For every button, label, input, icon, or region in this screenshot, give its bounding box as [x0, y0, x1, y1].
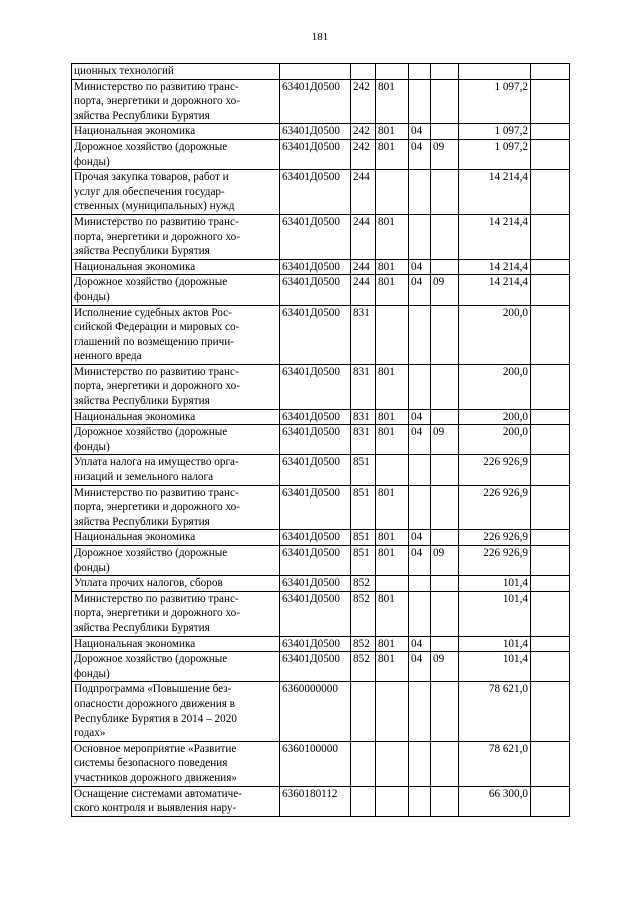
subsection-cell: 09	[431, 652, 459, 682]
target-article-cell: 63401Д0500	[280, 305, 351, 364]
empty-cell	[531, 409, 570, 425]
row-name-cell: Дорожное хозяйство (дорожные фонды)	[72, 425, 280, 455]
amount-cell: 101,4	[459, 652, 531, 682]
row-name-cell: Дорожное хозяйство (дорожные фонды)	[72, 546, 280, 576]
empty-cell	[531, 170, 570, 215]
empty-cell	[531, 682, 570, 741]
amount-cell: 200,0	[459, 305, 531, 364]
section-cell: 04	[409, 636, 431, 652]
table-row	[72, 682, 570, 741]
expense-type-cell	[351, 64, 376, 80]
ministry-code-cell: 801	[376, 364, 409, 409]
row-name-cell: Уплата прочих налогов, сборов	[72, 576, 280, 592]
empty-cell	[531, 305, 570, 364]
expense-type-cell: 242	[351, 139, 376, 169]
ministry-code-cell: 801	[376, 636, 409, 652]
target-article-cell: 63401Д0500	[280, 79, 351, 124]
table-row	[72, 652, 570, 682]
empty-cell	[531, 425, 570, 455]
subsection-cell	[431, 591, 459, 636]
empty-cell	[531, 741, 570, 786]
table-row	[72, 364, 570, 409]
expense-type-cell: 851	[351, 485, 376, 530]
target-article-cell: 63401Д0500	[280, 485, 351, 530]
expense-type-cell: 244	[351, 170, 376, 215]
ministry-code-cell	[376, 741, 409, 786]
target-article-cell: 63401Д0500	[280, 139, 351, 169]
row-name-cell: Министерство по развитию транс- порта, энергетики и дорожного хо- зяйства Республики Бурятия	[72, 485, 280, 530]
expense-type-cell: 852	[351, 591, 376, 636]
row-name-cell: Дорожное хозяйство (дорожные фонды)	[72, 275, 280, 305]
section-cell	[409, 485, 431, 530]
ministry-code-cell: 801	[376, 485, 409, 530]
empty-cell	[531, 652, 570, 682]
empty-cell	[531, 124, 570, 140]
section-cell	[409, 305, 431, 364]
expense-type-cell: 851	[351, 546, 376, 576]
row-name-cell: Министерство по развитию транс- порта, энергетики и дорожного хо- зяйства Республики Бурятия	[72, 79, 280, 124]
table-row	[72, 576, 570, 592]
row-name-cell: Дорожное хозяйство (дорожные фонды)	[72, 139, 280, 169]
amount-cell	[459, 64, 531, 80]
table-row	[72, 741, 570, 786]
ministry-code-cell	[376, 305, 409, 364]
ministry-code-cell: 801	[376, 79, 409, 124]
subsection-cell	[431, 79, 459, 124]
target-article-cell: 63401Д0500	[280, 259, 351, 275]
amount-cell: 226 926,9	[459, 455, 531, 485]
subsection-cell	[431, 530, 459, 546]
ministry-code-cell	[376, 682, 409, 741]
table-row	[72, 409, 570, 425]
ministry-code-cell: 801	[376, 259, 409, 275]
target-article-cell: 6360180112	[280, 786, 351, 816]
ministry-code-cell	[376, 64, 409, 80]
table-row	[72, 275, 570, 305]
empty-cell	[531, 139, 570, 169]
subsection-cell	[431, 741, 459, 786]
section-cell	[409, 455, 431, 485]
subsection-cell: 09	[431, 425, 459, 455]
amount-cell: 1 097,2	[459, 79, 531, 124]
table-body	[72, 64, 570, 817]
table-row	[72, 259, 570, 275]
ministry-code-cell	[376, 455, 409, 485]
row-name-cell: Национальная экономика	[72, 409, 280, 425]
expense-type-cell: 852	[351, 576, 376, 592]
target-article-cell: 63401Д0500	[280, 530, 351, 546]
target-article-cell: 6360100000	[280, 741, 351, 786]
row-name-cell: Прочая закупка товаров, работ и услуг для обеспечения государ- ственных (муниципальных) нужд	[72, 170, 280, 215]
subsection-cell	[431, 124, 459, 140]
expense-type-cell: 851	[351, 455, 376, 485]
subsection-cell	[431, 364, 459, 409]
ministry-code-cell	[376, 786, 409, 816]
amount-cell: 101,4	[459, 591, 531, 636]
empty-cell	[531, 259, 570, 275]
table-row	[72, 214, 570, 259]
target-article-cell: 63401Д0500	[280, 275, 351, 305]
subsection-cell	[431, 170, 459, 215]
empty-cell	[531, 455, 570, 485]
empty-cell	[531, 591, 570, 636]
table-row	[72, 305, 570, 364]
subsection-cell	[431, 485, 459, 530]
table-row	[72, 64, 570, 80]
amount-cell: 226 926,9	[459, 530, 531, 546]
expense-type-cell: 852	[351, 636, 376, 652]
section-cell	[409, 79, 431, 124]
empty-cell	[531, 636, 570, 652]
empty-cell	[531, 275, 570, 305]
row-name-cell: Оснащение системами автоматиче- ского контроля и выявления нару-	[72, 786, 280, 816]
subsection-cell	[431, 682, 459, 741]
target-article-cell: 63401Д0500	[280, 124, 351, 140]
row-name-cell: Министерство по развитию транс- порта, энергетики и дорожного хо- зяйства Республики Бурятия	[72, 364, 280, 409]
row-name-cell: Исполнение судебных актов Рос- сийской Федерации и мировых со- глашений по возмещению причи- ненного вреда	[72, 305, 280, 364]
section-cell	[409, 576, 431, 592]
ministry-code-cell: 801	[376, 275, 409, 305]
target-article-cell: 63401Д0500	[280, 576, 351, 592]
target-article-cell: 63401Д0500	[280, 591, 351, 636]
table-row	[72, 485, 570, 530]
ministry-code-cell: 801	[376, 214, 409, 259]
table-row	[72, 455, 570, 485]
table-row	[72, 139, 570, 169]
target-article-cell: 63401Д0500	[280, 425, 351, 455]
subsection-cell	[431, 636, 459, 652]
ministry-code-cell: 801	[376, 124, 409, 140]
amount-cell: 78 621,0	[459, 682, 531, 741]
section-cell: 04	[409, 139, 431, 169]
amount-cell: 200,0	[459, 364, 531, 409]
ministry-code-cell: 801	[376, 591, 409, 636]
row-name-cell: Подпрограмма «Повышение без- опасности дорожного движения в Республике Бурятия в 2014 – 2020 годах»	[72, 682, 280, 741]
amount-cell: 14 214,4	[459, 170, 531, 215]
ministry-code-cell	[376, 576, 409, 592]
target-article-cell: 6360000000	[280, 682, 351, 741]
target-article-cell: 63401Д0500	[280, 214, 351, 259]
expense-type-cell: 242	[351, 79, 376, 124]
table-row	[72, 636, 570, 652]
amount-cell: 1 097,2	[459, 139, 531, 169]
expense-type-cell	[351, 682, 376, 741]
ministry-code-cell: 801	[376, 546, 409, 576]
section-cell: 04	[409, 275, 431, 305]
subsection-cell	[431, 214, 459, 259]
target-article-cell: 63401Д0500	[280, 652, 351, 682]
budget-table	[71, 63, 570, 817]
ministry-code-cell: 801	[376, 425, 409, 455]
table-row	[72, 425, 570, 455]
amount-cell: 200,0	[459, 425, 531, 455]
table-row	[72, 546, 570, 576]
amount-cell: 101,4	[459, 576, 531, 592]
section-cell: 04	[409, 652, 431, 682]
amount-cell: 1 097,2	[459, 124, 531, 140]
row-name-cell: Основное мероприятие «Развитие системы безопасного поведения участников дорожного движения»	[72, 741, 280, 786]
ministry-code-cell	[376, 170, 409, 215]
section-cell	[409, 364, 431, 409]
target-article-cell: 63401Д0500	[280, 636, 351, 652]
subsection-cell	[431, 455, 459, 485]
row-name-cell: Министерство по развитию транс- порта, энергетики и дорожного хо- зяйства Республики Бурятия	[72, 214, 280, 259]
subsection-cell: 09	[431, 275, 459, 305]
amount-cell: 14 214,4	[459, 275, 531, 305]
table-row	[72, 530, 570, 546]
table-row	[72, 591, 570, 636]
empty-cell	[531, 786, 570, 816]
empty-cell	[531, 364, 570, 409]
amount-cell: 14 214,4	[459, 259, 531, 275]
empty-cell	[531, 546, 570, 576]
expense-type-cell: 242	[351, 124, 376, 140]
section-cell: 04	[409, 409, 431, 425]
row-name-cell: Национальная экономика	[72, 124, 280, 140]
target-article-cell: 63401Д0500	[280, 364, 351, 409]
expense-type-cell	[351, 741, 376, 786]
expense-type-cell: 831	[351, 364, 376, 409]
subsection-cell	[431, 259, 459, 275]
table-row	[72, 786, 570, 816]
amount-cell: 226 926,9	[459, 485, 531, 530]
amount-cell: 14 214,4	[459, 214, 531, 259]
subsection-cell	[431, 786, 459, 816]
amount-cell: 101,4	[459, 636, 531, 652]
row-name-cell: Министерство по развитию транс- порта, энергетики и дорожного хо- зяйства Республики Бурятия	[72, 591, 280, 636]
subsection-cell	[431, 305, 459, 364]
expense-type-cell: 244	[351, 275, 376, 305]
amount-cell: 226 926,9	[459, 546, 531, 576]
target-article-cell: 63401Д0500	[280, 409, 351, 425]
empty-cell	[531, 214, 570, 259]
ministry-code-cell: 801	[376, 409, 409, 425]
row-name-cell: Дорожное хозяйство (дорожные фонды)	[72, 652, 280, 682]
subsection-cell	[431, 64, 459, 80]
page-number: 181	[311, 31, 329, 43]
target-article-cell: 63401Д0500	[280, 455, 351, 485]
empty-cell	[531, 79, 570, 124]
section-cell: 04	[409, 530, 431, 546]
section-cell	[409, 741, 431, 786]
section-cell: 04	[409, 546, 431, 576]
empty-cell	[531, 64, 570, 80]
target-article-cell: 63401Д0500	[280, 170, 351, 215]
row-name-cell: Национальная экономика	[72, 259, 280, 275]
row-name-cell: Уплата налога на имущество орга- низаций и земельного налога	[72, 455, 280, 485]
table-row	[72, 79, 570, 124]
section-cell: 04	[409, 259, 431, 275]
expense-type-cell: 244	[351, 214, 376, 259]
subsection-cell: 09	[431, 546, 459, 576]
ministry-code-cell: 801	[376, 139, 409, 169]
table-row	[72, 124, 570, 140]
section-cell	[409, 170, 431, 215]
target-article-cell: 63401Д0500	[280, 546, 351, 576]
expense-type-cell: 831	[351, 305, 376, 364]
expense-type-cell	[351, 786, 376, 816]
section-cell	[409, 682, 431, 741]
expense-type-cell: 831	[351, 425, 376, 455]
expense-type-cell: 851	[351, 530, 376, 546]
target-article-cell	[280, 64, 351, 80]
amount-cell: 200,0	[459, 409, 531, 425]
row-name-cell: ционных технологий	[72, 64, 280, 80]
expense-type-cell: 831	[351, 409, 376, 425]
table-row	[72, 170, 570, 215]
expense-type-cell: 852	[351, 652, 376, 682]
section-cell	[409, 591, 431, 636]
amount-cell: 78 621,0	[459, 741, 531, 786]
amount-cell: 66 300,0	[459, 786, 531, 816]
expense-type-cell: 244	[351, 259, 376, 275]
subsection-cell: 09	[431, 139, 459, 169]
section-cell: 04	[409, 124, 431, 140]
row-name-cell: Национальная экономика	[72, 636, 280, 652]
empty-cell	[531, 576, 570, 592]
section-cell: 04	[409, 425, 431, 455]
ministry-code-cell: 801	[376, 652, 409, 682]
section-cell	[409, 786, 431, 816]
empty-cell	[531, 530, 570, 546]
empty-cell	[531, 485, 570, 530]
section-cell	[409, 214, 431, 259]
subsection-cell	[431, 576, 459, 592]
row-name-cell: Национальная экономика	[72, 530, 280, 546]
ministry-code-cell: 801	[376, 530, 409, 546]
subsection-cell	[431, 409, 459, 425]
section-cell	[409, 64, 431, 80]
